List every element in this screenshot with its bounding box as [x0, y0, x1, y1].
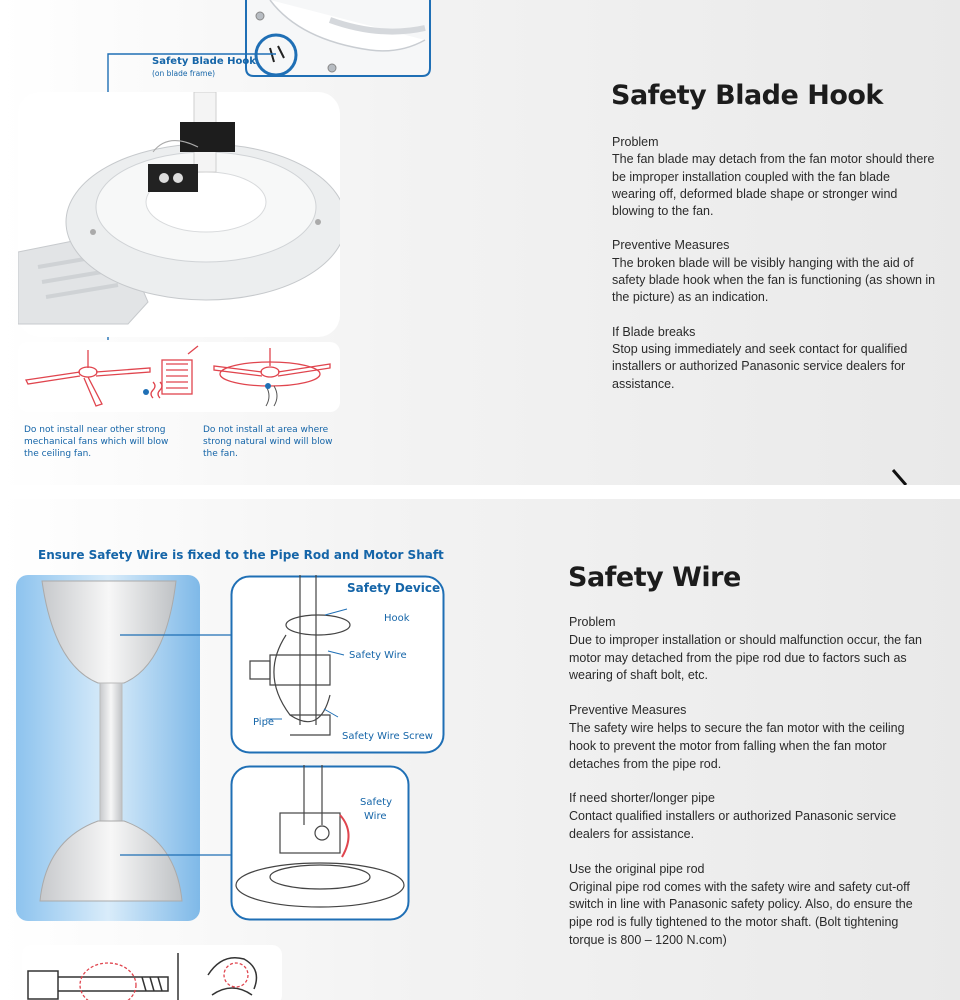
safety-label-line2: Wire	[364, 811, 387, 822]
problem-text-2: Due to improper installation or should malfunction occur, the fan motor may detached from the pipe rod due to factors such as wearing of shaft bolt, etc.	[569, 632, 922, 683]
hook-label: Hook	[384, 613, 410, 624]
breaks-heading: If Blade breaks	[612, 324, 696, 339]
problem-heading: Problem	[612, 135, 659, 149]
preventive-heading: Preventive Measures	[612, 238, 730, 253]
safety-wire-diagram-heading: Ensure Safety Wire is fixed to the Pipe Rod and Motor Shaft	[38, 548, 444, 562]
safety-label-line1: Safety	[360, 797, 392, 808]
page-title-safety-wire: Safety Wire	[568, 562, 741, 593]
safety-wire-description	[569, 614, 924, 967]
preventive-text: The broken blade will be visibly hanging with the aid of safety blade hook when the fan is functioning (as shown in the picture) as an indication.	[612, 255, 936, 305]
safety-wire-label: Safety Wire	[349, 650, 407, 661]
pipe-label: Pipe	[253, 717, 275, 728]
original-heading: Use the original pipe rod	[569, 861, 705, 876]
callout-label: Safety Blade Hook	[152, 56, 256, 67]
pipe-text: Contact qualified installers or authorized Panasonic service dealers for assistance.	[569, 809, 897, 841]
breaks-text: Stop using immediately and seek contact for qualified installers or authorized Panasonic service dealers for assistance.	[612, 341, 908, 391]
pipe-heading: If need shorter/longer pipe	[569, 791, 715, 806]
photo-leader-lines	[120, 629, 240, 869]
blade-hook-description	[612, 134, 937, 410]
preventive-text-2: The safety wire helps to secure the fan motor with the ceiling hook to prevent the motor from falling when the fan motor detaches from the pipe rod.	[569, 720, 905, 771]
problem-heading-2: Problem	[569, 615, 616, 629]
callout-sublabel: (on blade frame)	[152, 69, 216, 78]
warning-left-text: Do not install near other strong mechanical fans which will blow the ceiling fan.	[24, 425, 169, 459]
problem-text: The fan blade may detach from the fan motor should there be improper installation coupled with the fan blade wearing off, deformed blade shape or stronger wind blowing to the fan.	[612, 152, 935, 219]
safety-wire-panel	[0, 499, 960, 1000]
shaft-bolt-illustration	[22, 945, 282, 1000]
safety-blade-hook-panel	[0, 0, 960, 485]
cursor-mark	[890, 468, 910, 485]
warning-fans-illustration	[18, 342, 340, 412]
warning-right-text: Do not install at area where strong natural wind will blow the fan.	[203, 425, 333, 459]
page-title-blade-hook: Safety Blade Hook	[611, 80, 883, 111]
fan-blade-hook-photo	[18, 92, 340, 337]
safety-wire-screw-label: Safety Wire Screw	[342, 731, 433, 742]
preventive-heading-2: Preventive Measures	[569, 703, 687, 718]
safety-device-label: Safety Device	[347, 581, 441, 595]
motor-shaft-diagram	[230, 765, 410, 921]
original-text: Original pipe rod comes with the safety wire and safety cut-off switch in line with Panasonic safety policy. Also, do ensure the pipe rod is fully tightened to the motor shaft. (Bolt tightening torque is 800 – 1200 N.com)	[569, 879, 913, 947]
